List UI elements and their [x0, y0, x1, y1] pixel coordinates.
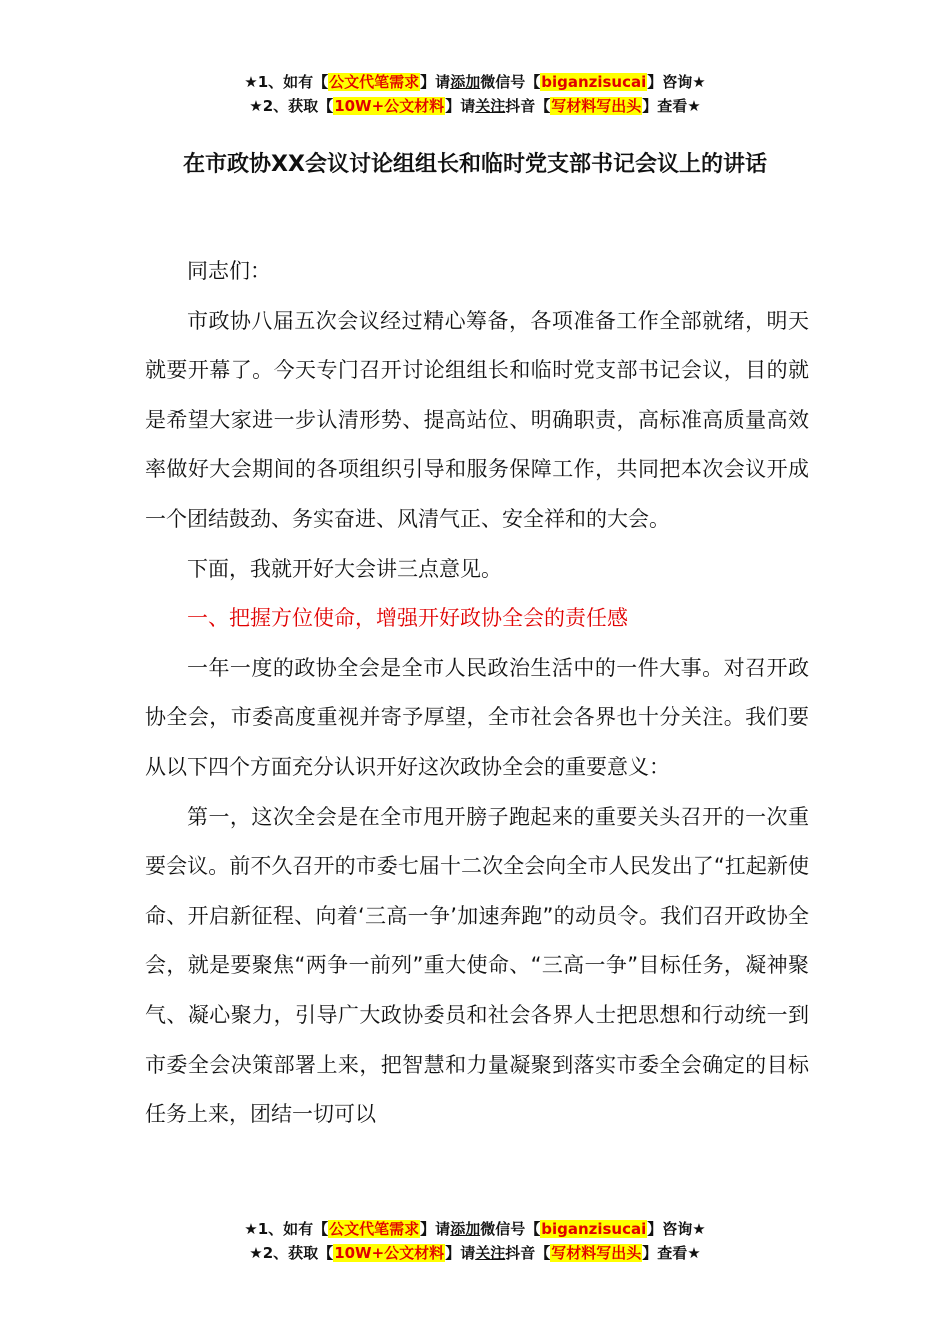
banner-line-2	[0, 1241, 950, 1265]
banner-line-1	[0, 1217, 950, 1241]
paragraph: 第一，这次全会是在全市甩开膀子跑起来的重要关头召开的一次重要会议。前不久召开的市委七届十二次全会向全市人民发出了“扛起新使命、开启新征程、向着‘三高一争’加速奔跑”的动员令。我们召开政协全会，就是要聚焦“两争一前列”重大使命、“三高一争”目标任务，凝神聚气、凝心聚力，引导广大政协委员和社会各界人士把思想和行动统一到市委全会决策部署上来，把智慧和力量凝聚到落实市委全会确定的目标任务上来，团结一切可以	[145, 804, 809, 1127]
banner-text: 抖音【	[505, 1244, 551, 1262]
paragraph: 一年一度的政协全会是全市人民政治生活中的一件大事。对召开政协全会，市委高度重视并寄予厚望，全市社会各界也十分关注。我们要从以下四个方面充分认识开好这次政协全会的重要意义：	[145, 655, 809, 779]
section-heading: 一、把握方位使命，增强开好政协全会的责任感	[187, 606, 628, 631]
header-banner	[0, 70, 950, 118]
banner-text: 】查看★	[642, 97, 701, 115]
document-title: 在市政协XX会议讨论组组长和临时党支部书记会议上的讲话	[183, 152, 767, 177]
document-body	[145, 247, 809, 1140]
banner-highlight: 写材料写出头	[551, 1244, 642, 1262]
banner-text: 微信号【	[480, 73, 541, 91]
banner-line-1	[0, 70, 950, 94]
banner-underlined: 关注	[475, 97, 506, 115]
banner-text: ★2、获取【	[249, 97, 334, 115]
banner-text: 】请	[420, 1220, 451, 1238]
paragraph: 下面，我就开好大会讲三点意见。	[187, 556, 502, 581]
paragraph: 市政协八届五次会议经过精心筹备，各项准备工作全部就绪，明天就要开幕了。今天专门召开讨论组组长和临时党支部书记会议，目的就是希望大家进一步认清形势、提高站位、明确职责，高标准高质量高效率做好大会期间的各项组织引导和服务保障工作，共同把本次会议开成一个团结鼓劲、务实奋进、风清气正、安全祥和的大会。	[145, 308, 809, 531]
footer-banner	[0, 1217, 950, 1265]
banner-text: 微信号【	[480, 1220, 541, 1238]
banner-text: ★1、如有【	[244, 1220, 329, 1238]
banner-text: 】咨询★	[647, 1220, 706, 1238]
banner-highlight: 10W+公文材料	[334, 97, 445, 115]
banner-highlight: 10W+公文材料	[334, 1244, 445, 1262]
banner-line-2	[0, 94, 950, 118]
banner-text: 】请	[420, 73, 451, 91]
banner-highlight: 公文代笔需求	[329, 73, 420, 91]
banner-underlined: 添加	[450, 1220, 481, 1238]
banner-text: 抖音【	[505, 97, 551, 115]
banner-text: ★1、如有【	[244, 73, 329, 91]
banner-highlight: biganzisucai	[541, 73, 647, 91]
banner-highlight: 公文代笔需求	[329, 1220, 420, 1238]
banner-text: 】查看★	[642, 1244, 701, 1262]
banner-text: 】请	[445, 1244, 476, 1262]
banner-text: ★2、获取【	[249, 1244, 334, 1262]
banner-underlined: 添加	[450, 73, 481, 91]
banner-text: 】咨询★	[647, 73, 706, 91]
salutation: 同志们：	[187, 259, 271, 283]
banner-text: 】请	[445, 97, 476, 115]
banner-underlined: 关注	[475, 1244, 506, 1262]
banner-highlight: biganzisucai	[541, 1220, 647, 1238]
banner-highlight: 写材料写出头	[551, 97, 642, 115]
